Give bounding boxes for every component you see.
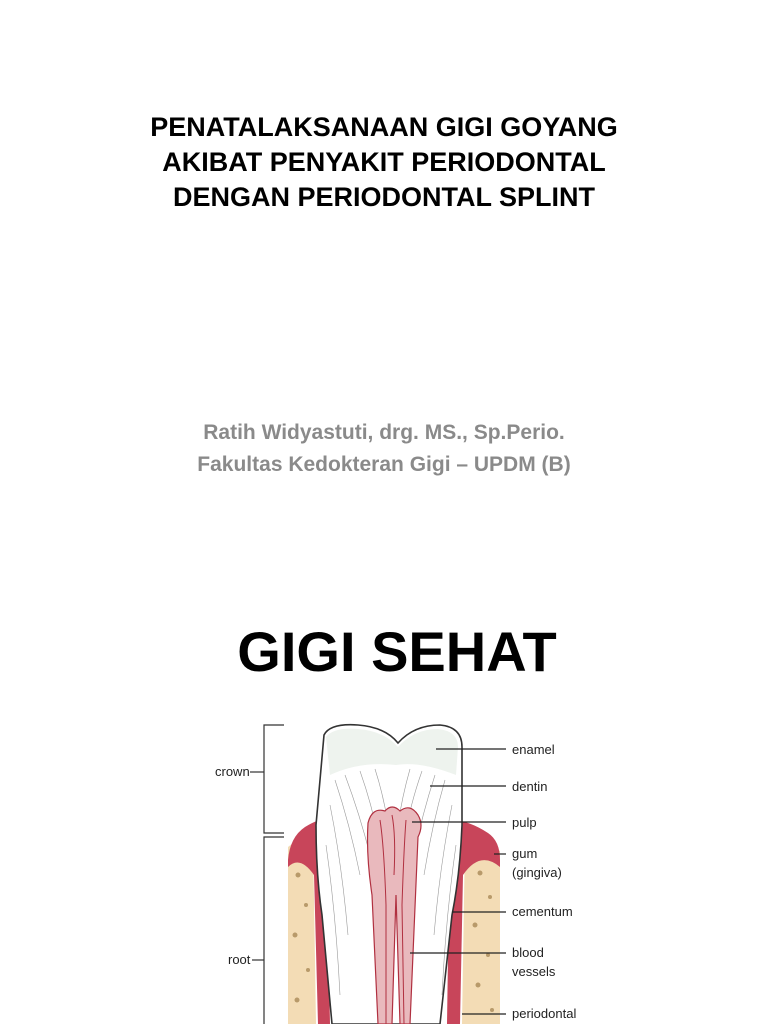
- label-crown: crown: [215, 764, 250, 779]
- label-pulp: pulp: [512, 815, 537, 830]
- label-vessels: vessels: [512, 964, 556, 979]
- slide-subtitle: [0, 417, 768, 481]
- crown-bracket: [264, 725, 284, 833]
- title-line-1: PENATALAKSANAAN GIGI GOYANG: [150, 112, 618, 142]
- title-line-2: AKIBAT PENYAKIT PERIODONTAL: [162, 147, 606, 177]
- slide-title: [0, 110, 768, 215]
- slide2-title: GIGI SEHAT: [237, 620, 557, 683]
- label-enamel: enamel: [512, 742, 555, 757]
- label-cementum: cementum: [512, 904, 573, 919]
- author-name: Ratih Widyastuti, drg. MS., Sp.Perio.: [203, 421, 565, 444]
- institution-name: Fakultas Kedokteran Gigi – UPDM (B): [197, 453, 571, 476]
- label-gingiva: (gingiva): [512, 865, 562, 880]
- label-blood: blood: [512, 945, 544, 960]
- label-periodontal: periodontal: [512, 1006, 577, 1021]
- label-gum: gum: [512, 846, 538, 861]
- tooth-anatomy-diagram: [0, 575, 768, 1024]
- label-dentin: dentin: [512, 779, 548, 794]
- label-root: root: [228, 952, 251, 967]
- root-bracket: [264, 837, 284, 1024]
- content-slide: [0, 575, 768, 1024]
- title-line-3: DENGAN PERIODONTAL SPLINT: [172, 182, 596, 212]
